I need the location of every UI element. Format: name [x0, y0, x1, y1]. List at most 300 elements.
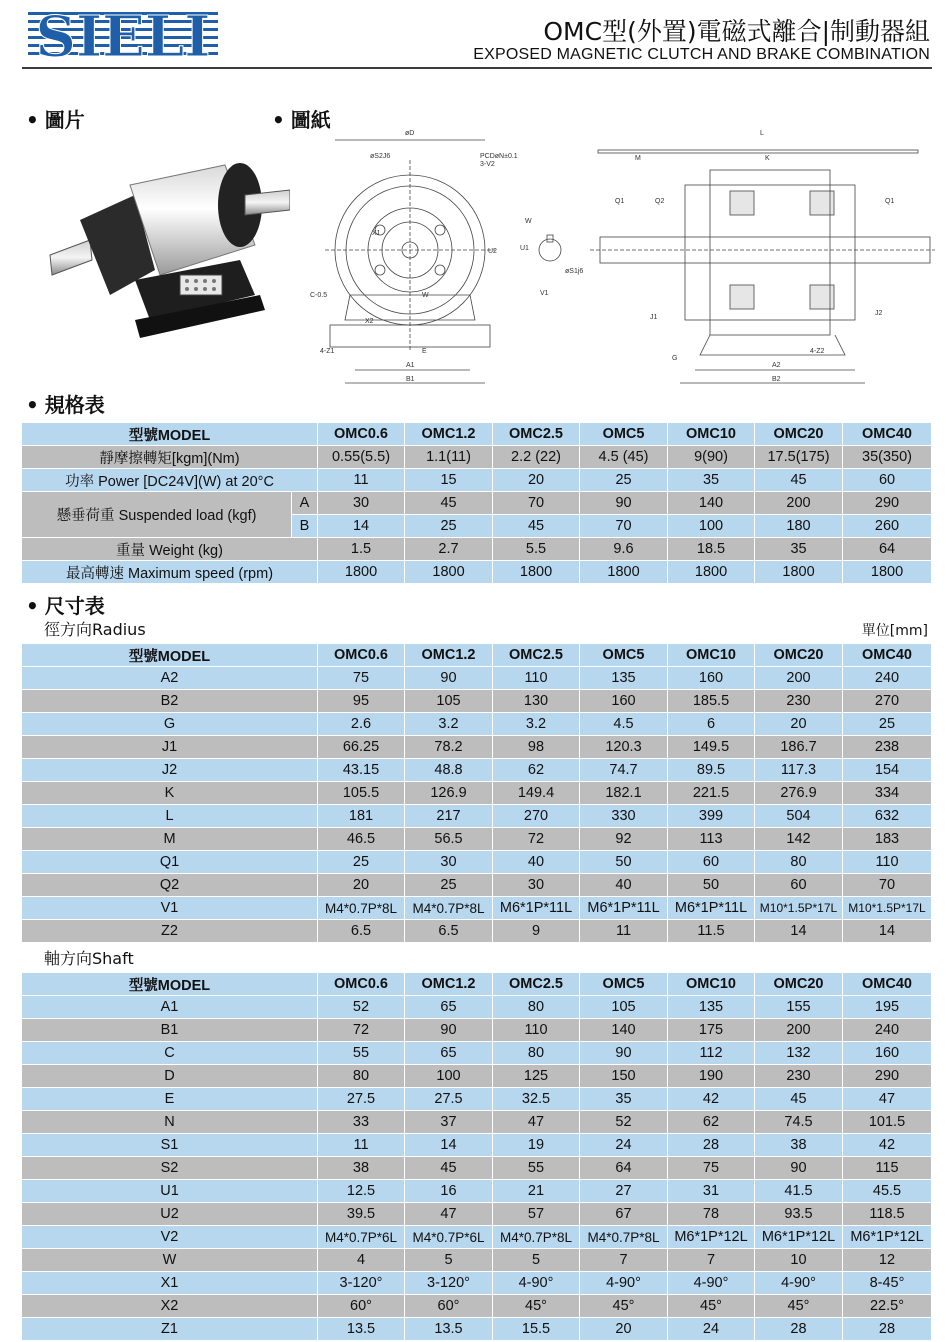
table-row [22, 690, 932, 713]
table-row [22, 805, 932, 828]
row-label: A2 [22, 667, 318, 690]
table-cell: 180 [755, 515, 843, 538]
table-cell: 42 [843, 1134, 932, 1157]
row-sublabel: A [292, 492, 318, 515]
table-cell: 90 [405, 1019, 493, 1042]
table-cell: 3.2 [493, 713, 580, 736]
model-name: OMC20 [755, 973, 843, 996]
section-drawing-label: 圖紙 [290, 108, 331, 132]
table-cell: 5 [405, 1249, 493, 1272]
row-label: Q1 [22, 851, 318, 874]
table-cell: 7 [668, 1249, 755, 1272]
table-row [22, 759, 932, 782]
row-label: V1 [22, 897, 318, 920]
table-cell: 45 [405, 492, 493, 515]
dim-label: J2 [875, 310, 883, 317]
table-row [22, 782, 932, 805]
table-row [22, 1134, 932, 1157]
table-cell: 90 [405, 667, 493, 690]
table-cell: 50 [580, 851, 668, 874]
table-cell: 98 [493, 736, 580, 759]
table-cell: 35 [755, 538, 843, 561]
table-cell: 62 [668, 1111, 755, 1134]
logo-text: SIELI [35, 6, 211, 62]
table-cell: 21 [493, 1180, 580, 1203]
row-label: U2 [22, 1203, 318, 1226]
table-cell: 64 [843, 538, 932, 561]
table-cell: 105.5 [318, 782, 405, 805]
row-label: J1 [22, 736, 318, 759]
table-cell: 221.5 [668, 782, 755, 805]
table-cell: 11 [318, 469, 405, 492]
dim-label: B1 [406, 376, 415, 383]
dim-label: X2 [365, 318, 374, 325]
table-row [22, 1019, 932, 1042]
table-cell: 6 [668, 713, 755, 736]
table-cell: 35 [668, 469, 755, 492]
table-cell: 64 [580, 1157, 668, 1180]
front-view-labels [310, 130, 583, 383]
table-row [22, 736, 932, 759]
table-cell: 62 [493, 759, 580, 782]
model-header: 型號MODEL [22, 973, 318, 996]
radius-table [21, 643, 932, 943]
row-label: W [22, 1249, 318, 1272]
model-name: OMC1.2 [405, 423, 493, 446]
table-cell: M6*1P*11L [580, 897, 668, 920]
table-cell: 80 [755, 851, 843, 874]
table-cell: 40 [493, 851, 580, 874]
row-label: D [22, 1065, 318, 1088]
table-cell: 90 [580, 1042, 668, 1065]
table-cell: 100 [668, 515, 755, 538]
table-cell: 1800 [405, 561, 493, 584]
table-cell: 4.5 [580, 713, 668, 736]
table-row [22, 667, 932, 690]
dim-label: X1 [372, 230, 381, 237]
model-name: OMC40 [843, 423, 932, 446]
table-cell: 190 [668, 1065, 755, 1088]
table-cell: 6.5 [318, 920, 405, 943]
spec-header-row [22, 423, 932, 446]
table-cell: 8-45° [843, 1272, 932, 1295]
section-spec-heading: • 規格表 [26, 393, 105, 417]
dim-label: V1 [540, 290, 549, 297]
table-cell: 52 [318, 996, 405, 1019]
table-row [22, 996, 932, 1019]
technical-drawing [310, 125, 935, 390]
dim-label: 3-V2 [480, 161, 495, 168]
table-cell: 60° [405, 1295, 493, 1318]
spec-table [21, 422, 932, 584]
model-name: OMC10 [668, 973, 755, 996]
table-cell: 330 [580, 805, 668, 828]
table-cell: 92 [580, 828, 668, 851]
dim-label: W [422, 292, 429, 299]
dim-label: øS1j6 [565, 268, 584, 275]
table-cell: 60 [755, 874, 843, 897]
table-cell: 80 [493, 1042, 580, 1065]
table-cell: 195 [843, 996, 932, 1019]
table-cell: 47 [405, 1203, 493, 1226]
table-cell: 260 [843, 515, 932, 538]
table-cell: 17.5(175) [755, 446, 843, 469]
table-cell: 55 [493, 1157, 580, 1180]
table-row [22, 1272, 932, 1295]
table-cell: 5.5 [493, 538, 580, 561]
table-cell: 4-90° [668, 1272, 755, 1295]
row-label: L [22, 805, 318, 828]
table-cell: 290 [843, 492, 932, 515]
dim-label: K [765, 155, 770, 162]
table-cell: 33 [318, 1111, 405, 1134]
table-cell: 149.5 [668, 736, 755, 759]
table-cell: 186.7 [755, 736, 843, 759]
table-cell: 3.2 [405, 713, 493, 736]
table-cell: 4-90° [580, 1272, 668, 1295]
table-cell: 100 [405, 1065, 493, 1088]
table-cell: 7 [580, 1249, 668, 1272]
section-spec-label: 規格表 [44, 393, 105, 417]
model-header: 型號MODEL [22, 423, 318, 446]
model-name: OMC20 [755, 423, 843, 446]
table-cell: 4-90° [755, 1272, 843, 1295]
table-row [22, 1042, 932, 1065]
table-cell: 75 [668, 1157, 755, 1180]
dim-label: øS2J6 [370, 153, 391, 160]
table-cell: 20 [755, 713, 843, 736]
table-cell: 110 [493, 667, 580, 690]
table-row [22, 446, 932, 469]
table-cell: 9 [493, 920, 580, 943]
table-cell: 89.5 [668, 759, 755, 782]
table-row [22, 538, 932, 561]
table-cell: 1800 [755, 561, 843, 584]
table-cell: 110 [843, 851, 932, 874]
table-cell: 45° [668, 1295, 755, 1318]
table-cell: 45 [493, 515, 580, 538]
model-name: OMC2.5 [493, 423, 580, 446]
model-name: OMC1.2 [405, 973, 493, 996]
table-cell: 1800 [493, 561, 580, 584]
table-cell: 276.9 [755, 782, 843, 805]
section-drawing-heading: • 圖紙 [272, 108, 331, 132]
table-row [22, 1226, 932, 1249]
table-cell: 1.1(11) [405, 446, 493, 469]
table-cell: 80 [493, 996, 580, 1019]
model-name: OMC5 [580, 423, 668, 446]
table-cell: 28 [668, 1134, 755, 1157]
row-label: V2 [22, 1226, 318, 1249]
table-cell: 45° [493, 1295, 580, 1318]
table-cell: M4*0.7P*8L [318, 897, 405, 920]
model-name: OMC40 [843, 973, 932, 996]
table-cell: 90 [755, 1157, 843, 1180]
dim-label: 4-Z2 [810, 348, 825, 355]
row-label: A1 [22, 996, 318, 1019]
table-cell: 25 [843, 713, 932, 736]
row-label: 最高轉速 Maximum speed (rpm) [22, 561, 318, 584]
table-cell: 150 [580, 1065, 668, 1088]
row-label: S2 [22, 1157, 318, 1180]
table-cell: 10 [755, 1249, 843, 1272]
table-cell: 60° [318, 1295, 405, 1318]
table-cell: 183 [843, 828, 932, 851]
radius-subheading: 徑方向Radius [44, 620, 146, 639]
table-cell: 30 [493, 874, 580, 897]
model-name: OMC40 [843, 644, 932, 667]
table-cell: 118.5 [843, 1203, 932, 1226]
table-cell: 230 [755, 690, 843, 713]
table-cell: 182.1 [580, 782, 668, 805]
table-cell: 38 [318, 1157, 405, 1180]
radius-header-row [22, 644, 932, 667]
model-name: OMC5 [580, 644, 668, 667]
table-cell: 9.6 [580, 538, 668, 561]
model-header: 型號MODEL [22, 644, 318, 667]
table-cell: 52 [580, 1111, 668, 1134]
table-cell: 334 [843, 782, 932, 805]
table-cell: 45° [755, 1295, 843, 1318]
table-cell: 200 [755, 1019, 843, 1042]
table-cell: 13.5 [318, 1318, 405, 1341]
table-cell: 2.6 [318, 713, 405, 736]
table-cell: 4.5 (45) [580, 446, 668, 469]
table-cell: 200 [755, 492, 843, 515]
table-cell: 5 [493, 1249, 580, 1272]
row-label: X2 [22, 1295, 318, 1318]
dim-label: A1 [406, 362, 415, 369]
table-cell: 70 [493, 492, 580, 515]
model-name: OMC5 [580, 973, 668, 996]
row-label: Z2 [22, 920, 318, 943]
table-cell: 14 [755, 920, 843, 943]
table-cell: 3-120° [318, 1272, 405, 1295]
table-cell: 24 [580, 1134, 668, 1157]
dim-label: W [525, 218, 532, 225]
table-cell: M6*1P*12L [668, 1226, 755, 1249]
table-cell: 1.5 [318, 538, 405, 561]
table-cell: 115 [843, 1157, 932, 1180]
row-label: B2 [22, 690, 318, 713]
table-cell: 65 [405, 996, 493, 1019]
table-cell: 75 [318, 667, 405, 690]
table-cell: 126.9 [405, 782, 493, 805]
table-cell: 27.5 [405, 1088, 493, 1111]
table-cell: 140 [668, 492, 755, 515]
table-cell: 45 [405, 1157, 493, 1180]
table-cell: 39.5 [318, 1203, 405, 1226]
table-cell: 66.25 [318, 736, 405, 759]
table-cell: M10*1.5P*17L [755, 897, 843, 920]
table-cell: 57 [493, 1203, 580, 1226]
table-cell: 15.5 [493, 1318, 580, 1341]
table-cell: M4*0.7P*8L [405, 897, 493, 920]
table-cell: 113 [668, 828, 755, 851]
dim-label: Q1 [885, 198, 895, 205]
table-cell: 25 [318, 851, 405, 874]
dim-label: B2 [772, 376, 781, 383]
table-cell: 45 [755, 469, 843, 492]
table-cell: 25 [580, 469, 668, 492]
table-cell: 40 [580, 874, 668, 897]
table-cell: 93.5 [755, 1203, 843, 1226]
table-cell: 27.5 [318, 1088, 405, 1111]
row-label: U1 [22, 1180, 318, 1203]
table-cell: 47 [493, 1111, 580, 1134]
table-cell: 67 [580, 1203, 668, 1226]
table-cell: 270 [843, 690, 932, 713]
table-cell: 30 [405, 851, 493, 874]
table-cell: 31 [668, 1180, 755, 1203]
table-row [22, 897, 932, 920]
table-cell: 60 [843, 469, 932, 492]
dim-label: E [422, 348, 427, 355]
row-label: Q2 [22, 874, 318, 897]
dim-label: PCDøN±0.1 [480, 153, 518, 160]
dim-label: U1 [520, 245, 529, 252]
row-label: S1 [22, 1134, 318, 1157]
table-cell: 42 [668, 1088, 755, 1111]
table-cell: 12.5 [318, 1180, 405, 1203]
row-label: C [22, 1042, 318, 1065]
table-cell: 110 [493, 1019, 580, 1042]
table-cell: M4*0.7P*6L [405, 1226, 493, 1249]
table-cell: 37 [405, 1111, 493, 1134]
section-dimension-heading: • 尺寸表 [26, 594, 105, 618]
model-name: OMC0.6 [318, 973, 405, 996]
dim-label: Q1 [615, 198, 625, 205]
dim-label: Q2 [655, 198, 665, 205]
table-cell: 11 [318, 1134, 405, 1157]
table-cell: 504 [755, 805, 843, 828]
table-cell: 112 [668, 1042, 755, 1065]
table-cell: 290 [843, 1065, 932, 1088]
shaft-table [21, 972, 932, 1341]
page-title-chinese: OMC型(外置)電磁式離合|制動器組 [543, 17, 930, 46]
model-name: OMC1.2 [405, 644, 493, 667]
row-label: G [22, 713, 318, 736]
section-photo-heading: • 圖片 [26, 108, 85, 132]
table-cell: 160 [580, 690, 668, 713]
table-row [22, 1295, 932, 1318]
table-cell: 18.5 [668, 538, 755, 561]
row-label: K [22, 782, 318, 805]
table-cell: 56.5 [405, 828, 493, 851]
table-cell: M6*1P*11L [493, 897, 580, 920]
table-cell: 47 [843, 1088, 932, 1111]
dim-label: M [635, 155, 641, 162]
dim-label: A2 [772, 362, 781, 369]
table-cell: 35(350) [843, 446, 932, 469]
table-cell: 1800 [580, 561, 668, 584]
side-view-labels [615, 130, 894, 383]
table-cell: 399 [668, 805, 755, 828]
table-cell: 70 [580, 515, 668, 538]
table-row [22, 828, 932, 851]
table-cell: 135 [668, 996, 755, 1019]
table-cell: 24 [668, 1318, 755, 1341]
table-cell: M4*0.7P*8L [493, 1226, 580, 1249]
table-cell: 3-120° [405, 1272, 493, 1295]
table-cell: 2.2 (22) [493, 446, 580, 469]
table-cell: 142 [755, 828, 843, 851]
dim-label: U2 [488, 248, 497, 255]
table-cell: 45 [755, 1088, 843, 1111]
dim-label: L [760, 130, 764, 137]
table-cell: 19 [493, 1134, 580, 1157]
table-cell: 11 [580, 920, 668, 943]
table-cell: 217 [405, 805, 493, 828]
table-cell: 45° [580, 1295, 668, 1318]
table-row [22, 1249, 932, 1272]
table-row [22, 1203, 932, 1226]
section-photo-label: 圖片 [44, 108, 85, 132]
table-cell: 72 [493, 828, 580, 851]
table-row [22, 492, 932, 515]
table-row [22, 1180, 932, 1203]
table-cell: 20 [580, 1318, 668, 1341]
table-cell: 240 [843, 1019, 932, 1042]
table-cell: 43.15 [318, 759, 405, 782]
row-label: 懸垂荷重 Suspended load (kgf) [22, 492, 292, 538]
sieli-logo [28, 6, 218, 62]
unit-label: 單位[mm] [861, 623, 928, 639]
table-cell: 25 [405, 874, 493, 897]
table-cell: M6*1P*11L [668, 897, 755, 920]
row-label: 重量 Weight (kg) [22, 538, 318, 561]
table-cell: 1800 [668, 561, 755, 584]
table-cell: 28 [755, 1318, 843, 1341]
table-cell: 135 [580, 667, 668, 690]
row-label: 靜摩擦轉矩[kgm](Nm) [22, 446, 318, 469]
table-cell: 155 [755, 996, 843, 1019]
table-row [22, 1318, 932, 1341]
table-row [22, 469, 932, 492]
table-cell: 117.3 [755, 759, 843, 782]
table-cell: 65 [405, 1042, 493, 1065]
table-cell: 20 [318, 874, 405, 897]
table-cell: 1800 [318, 561, 405, 584]
model-name: OMC10 [668, 423, 755, 446]
table-cell: 4 [318, 1249, 405, 1272]
header-divider [22, 67, 932, 69]
row-label: N [22, 1111, 318, 1134]
section-dimension-label: 尺寸表 [44, 594, 105, 618]
table-cell: 120.3 [580, 736, 668, 759]
table-cell: 15 [405, 469, 493, 492]
table-cell: 185.5 [668, 690, 755, 713]
table-cell: 41.5 [755, 1180, 843, 1203]
table-cell: 6.5 [405, 920, 493, 943]
model-name: OMC10 [668, 644, 755, 667]
table-cell: 60 [668, 851, 755, 874]
table-cell: 46.5 [318, 828, 405, 851]
table-cell: 50 [668, 874, 755, 897]
table-cell: 78 [668, 1203, 755, 1226]
table-cell: M10*1.5P*17L [843, 897, 932, 920]
table-cell: 14 [843, 920, 932, 943]
table-cell: 38 [755, 1134, 843, 1157]
table-cell: 270 [493, 805, 580, 828]
row-label: M [22, 828, 318, 851]
table-cell: 78.2 [405, 736, 493, 759]
table-cell: 55 [318, 1042, 405, 1065]
table-cell: 14 [318, 515, 405, 538]
table-row [22, 1111, 932, 1134]
table-cell: M6*1P*12L [843, 1226, 932, 1249]
table-row [22, 561, 932, 584]
